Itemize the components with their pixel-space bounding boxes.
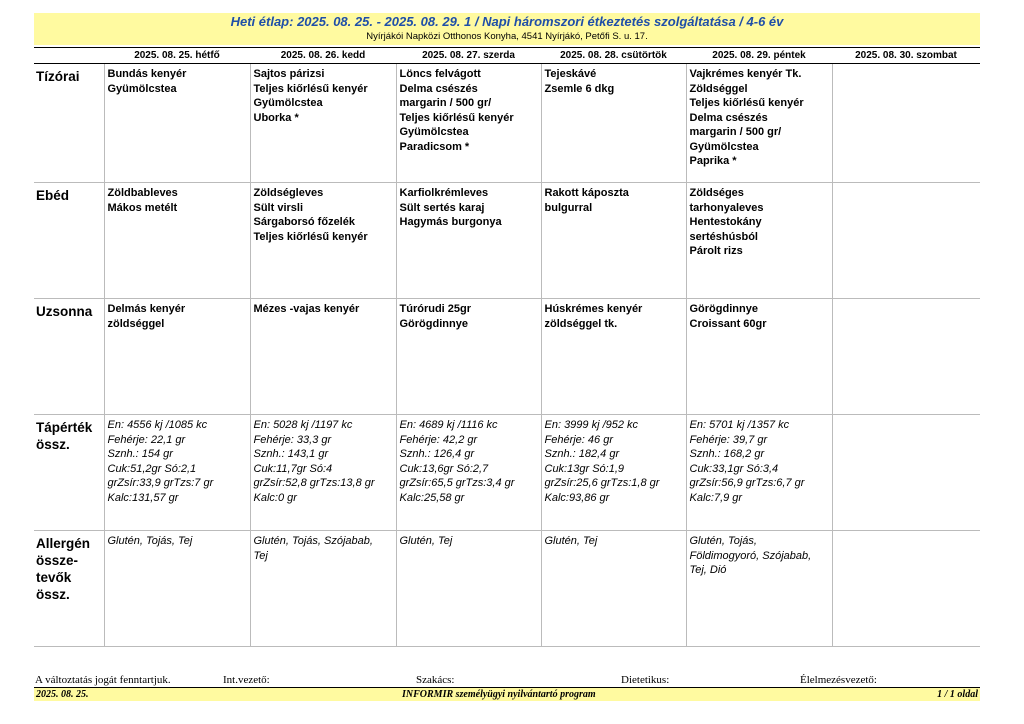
nutrition-cell [832, 415, 980, 531]
allergen-cell: Glutén, Tojás, Földimogyoró, Szójabab, Tej, Dió [686, 531, 832, 647]
signature-int-vezeto: Int.vezető: [223, 674, 270, 686]
day-header: 2025. 08. 27. szerda [396, 48, 541, 64]
menu-cell: Zöldbableves Mákos metélt [104, 183, 250, 299]
row-label: Tízórai [34, 64, 104, 183]
row-label: Tápérték össz. [34, 415, 104, 531]
nutrition-cell: En: 4556 kj /1085 kc Fehérje: 22,1 gr Sznh.: 154 gr Cuk:51,2gr Só:2,1 grZsír:33,9 grTzs:7 gr Kalc:131,57 gr [104, 415, 250, 531]
menu-cell: Görögdinnye Croissant 60gr [686, 299, 832, 415]
signature-dietetikus: Dietetikus: [621, 674, 670, 686]
disclaimer-text: A változtatás jogát fenntartjuk. [35, 674, 171, 686]
menu-row-ebed [34, 183, 980, 299]
menu-cell: Sajtos párizsi Teljes kiőrlésű kenyér Gyümölcstea Uborka * [250, 64, 396, 183]
menu-cell: Vajkrémes kenyér Tk. Zöldséggel Teljes kiőrlésű kenyér Delma csészés margarin / 500 gr/ Gyümölcstea Paprika * [686, 64, 832, 183]
footer-page: 1 / 1 oldal [937, 689, 978, 700]
menu-cell: Mézes -vajas kenyér [250, 299, 396, 415]
day-header: 2025. 08. 30. szombat [832, 48, 980, 64]
menu-cell: Bundás kenyér Gyümölcstea [104, 64, 250, 183]
allergen-cell: Glutén, Tojás, Szójabab, Tej [250, 531, 396, 647]
signature-szakacs: Szakács: [416, 674, 455, 686]
day-header: 2025. 08. 25. hétfő [104, 48, 250, 64]
header-banner [34, 13, 980, 45]
day-header: 2025. 08. 28. csütörtök [541, 48, 686, 64]
signature-elelmezesvezeto: Élelmezésvezető: [800, 674, 877, 686]
page-subtitle: Nyírjákói Napközi Otthonos Konyha, 4541 Nyírjákó, Petőfi S. u. 17. [366, 31, 648, 42]
menu-cell: Karfiolkrémleves Sült sertés karaj Hagymás burgonya [396, 183, 541, 299]
page-footer [34, 687, 980, 701]
weekly-menu-table [34, 47, 980, 647]
menu-cell: Zöldségleves Sült virsli Sárgaborsó főzelék Teljes kiőrlésű kenyér [250, 183, 396, 299]
menu-cell: Zöldséges tarhonyaleves Hentestokány sertéshúsból Párolt rizs [686, 183, 832, 299]
day-header: 2025. 08. 29. péntek [686, 48, 832, 64]
menu-cell: Delmás kenyér zöldséggel [104, 299, 250, 415]
menu-row-tizorai [34, 64, 980, 183]
page-title: Heti étlap: 2025. 08. 25. - 2025. 08. 29. 1 / Napi háromszori étkeztetés szolgáltatása / 4-6 év [230, 14, 784, 29]
nutrition-cell: En: 3999 kj /952 kc Fehérje: 46 gr Sznh.: 182,4 gr Cuk:13gr Só:1,9 grZsír:25,6 grTzs:1,8 gr Kalc:93,86 gr [541, 415, 686, 531]
menu-cell: Húskrémes kenyér zöldséggel tk. [541, 299, 686, 415]
nutrition-cell: En: 4689 kj /1116 kc Fehérje: 42,2 gr Sznh.: 126,4 gr Cuk:13,6gr Só:2,7 grZsír:65,5 grTzs:3,4 gr Kalc:25,58 gr [396, 415, 541, 531]
signature-line [34, 674, 980, 688]
footer-program: INFORMIR személyügyi nyilvántartó program [402, 689, 596, 700]
menu-row-tapertek [34, 415, 980, 531]
menu-cell: Túrórudi 25gr Görögdinnye [396, 299, 541, 415]
menu-cell [832, 299, 980, 415]
menu-row-uzsonna [34, 299, 980, 415]
allergen-cell: Glutén, Tojás, Tej [104, 531, 250, 647]
row-label: Ebéd [34, 183, 104, 299]
day-header: 2025. 08. 26. kedd [250, 48, 396, 64]
row-label: Allergén össze- tevők össz. [34, 531, 104, 647]
nutrition-cell: En: 5701 kj /1357 kc Fehérje: 39,7 gr Sznh.: 168,2 gr Cuk:33,1gr Só:3,4 grZsír:56,9 grTzs:6,7 gr Kalc:7,9 gr [686, 415, 832, 531]
allergen-cell: Glutén, Tej [541, 531, 686, 647]
allergen-cell [832, 531, 980, 647]
menu-cell: Tejeskávé Zsemle 6 dkg [541, 64, 686, 183]
menu-cell: Löncs felvágott Delma csészés margarin / 500 gr/ Teljes kiőrlésű kenyér Gyümölcstea Paradicsom * [396, 64, 541, 183]
day-header-row [34, 48, 980, 64]
corner-cell [34, 48, 104, 64]
menu-cell [832, 183, 980, 299]
footer-date: 2025. 08. 25. [36, 689, 89, 700]
menu-cell: Rakott káposzta bulgurral [541, 183, 686, 299]
allergen-cell: Glutén, Tej [396, 531, 541, 647]
menu-cell [832, 64, 980, 183]
row-label: Uzsonna [34, 299, 104, 415]
nutrition-cell: En: 5028 kj /1197 kc Fehérje: 33,3 gr Sznh.: 143,1 gr Cuk:11,7gr Só:4 grZsír:52,8 grTzs:13,8 gr Kalc:0 gr [250, 415, 396, 531]
menu-row-allergen [34, 531, 980, 647]
